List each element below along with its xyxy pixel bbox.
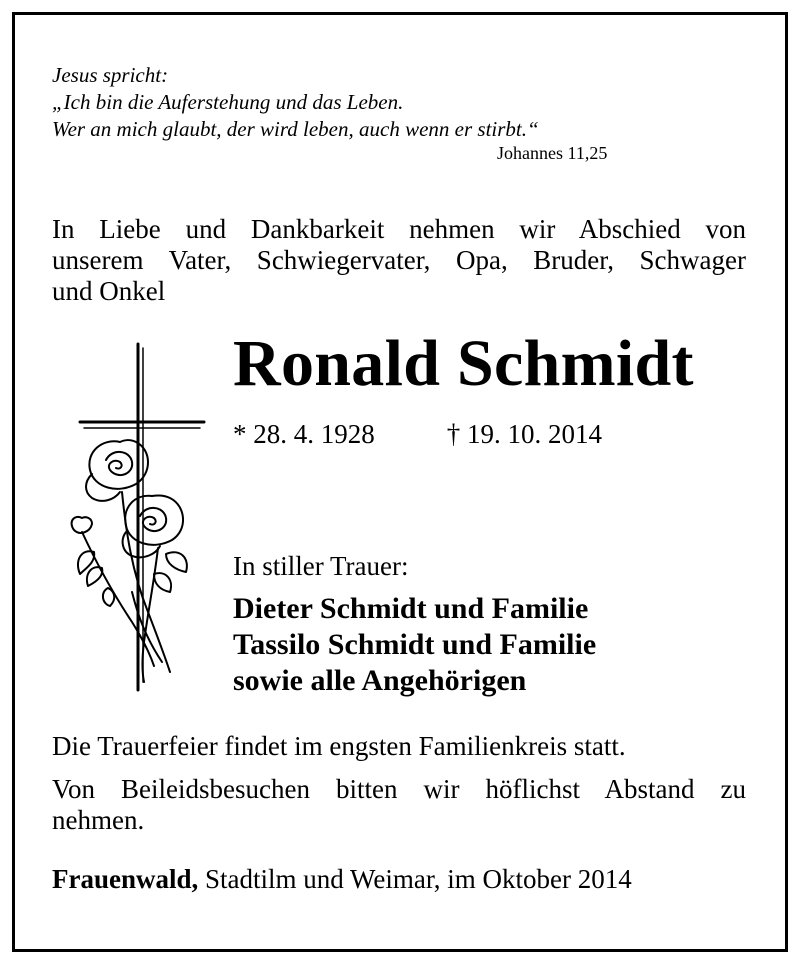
condolence-line: nehmen. <box>52 805 145 835</box>
place-town: Frauenwald, <box>52 864 199 894</box>
condolence-note <box>52 774 746 836</box>
quote-reference: Johannes 11,25 <box>497 143 608 163</box>
mourner-entry: sowie alle Angehörigen <box>233 664 527 697</box>
quote-line: Wer an mich glaubt, der wird leben, auch wenn er stirbt.“ <box>52 117 539 141</box>
cross-with-roses-icon <box>62 342 212 697</box>
mourners-list <box>233 591 596 699</box>
death-date: † 19. 10. 2014 <box>446 419 602 449</box>
quote-line: Jesus spricht: <box>52 63 169 87</box>
intro-line: und Onkel <box>52 276 166 306</box>
bible-quote <box>52 62 539 143</box>
funeral-note: Die Trauerfeier findet im engsten Familienkreis statt. <box>52 731 626 761</box>
intro-text <box>52 214 746 307</box>
place-rest: Stadtilm und Weimar, im Oktober 2014 <box>198 864 632 894</box>
birth-date: * 28. 4. 1928 <box>233 419 375 449</box>
mourners-label: In stiller Trauer: <box>233 551 409 581</box>
quote-line: „Ich bin die Auferstehung und das Leben. <box>52 90 404 114</box>
deceased-name: Ronald Schmidt <box>233 327 694 400</box>
condolence-line: Von Beileidsbesuchen bitten wir höflichst Abstand zu <box>52 774 746 804</box>
intro-line: unserem Vater, Schwiegervater, Opa, Bruder, Schwager <box>52 245 746 275</box>
intro-line: In Liebe und Dankbarkeit nehmen wir Abschied von <box>52 214 746 244</box>
life-dates <box>233 419 602 450</box>
mourner-entry: Tassilo Schmidt und Familie <box>233 628 597 661</box>
place-and-date <box>52 864 632 895</box>
mourner-entry: Dieter Schmidt und Familie <box>233 592 589 625</box>
